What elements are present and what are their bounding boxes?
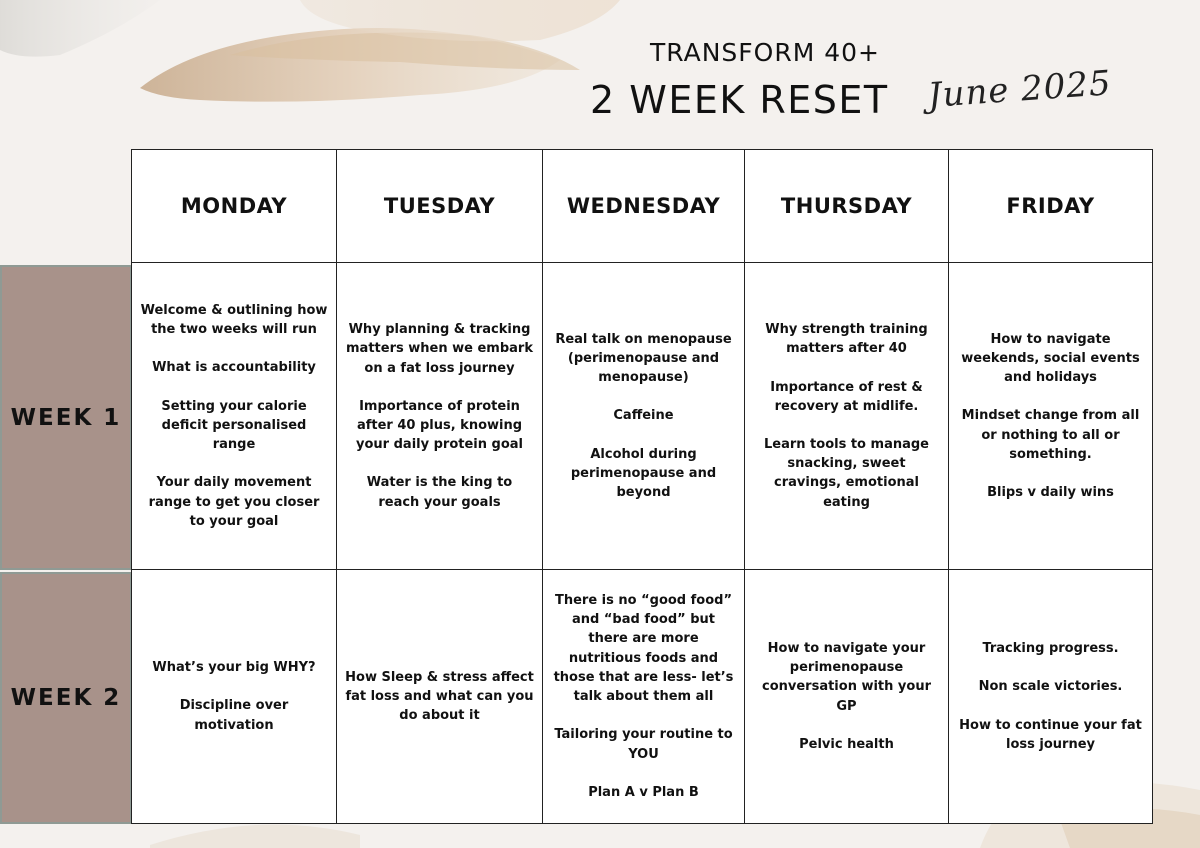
topic: Your daily movement range to get you closer to your goal	[148, 475, 320, 529]
week-1-thursday-cell	[745, 263, 949, 570]
topic: Mindset change from all or nothing to all or something.	[961, 408, 1140, 462]
topic: Importance of protein after 40 plus, knowing your daily protein goal	[356, 398, 523, 453]
topic: Pelvic health	[799, 736, 894, 752]
topic: There is no “good food” and “bad food” but there are more nutritious foods and those that are less- let’s talk about them all	[553, 593, 734, 705]
day-header-row	[132, 150, 1153, 263]
topic: Welcome & outlining how the two weeks will run	[140, 303, 328, 338]
topic: Alcohol during perimenopause and beyond	[570, 446, 717, 500]
topic: Setting your calorie deficit personalised range	[161, 398, 307, 453]
week-2-band	[0, 572, 132, 824]
week-1-band	[0, 265, 132, 570]
week-1-tuesday-cell	[337, 263, 543, 570]
topic: Non scale victories.	[978, 679, 1123, 695]
topic: Tracking progress.	[982, 641, 1119, 657]
day-header-tuesday: TUESDAY	[337, 150, 543, 263]
topic: Why planning & tracking matters when we embark on a fat loss journey	[346, 322, 533, 376]
topic: Discipline over motivation	[179, 698, 289, 733]
day-header-wednesday: WEDNESDAY	[543, 150, 745, 263]
topic: How Sleep & stress affect fat loss and what can you do about it	[345, 669, 534, 724]
topic: Water is the king to reach your goals	[366, 475, 513, 510]
week-2-monday-cell	[132, 570, 337, 824]
topic: Learn tools to manage snacking, sweet cravings, emotional eating	[763, 437, 929, 510]
topic: Importance of rest & recovery at midlife.	[770, 379, 923, 414]
week-2-label: WEEK 2	[10, 685, 122, 711]
topic: What’s your big WHY?	[152, 660, 316, 676]
day-header-monday: MONDAY	[132, 150, 337, 263]
topic: Tailoring your routine to YOU	[554, 727, 733, 762]
date-script: June 2025	[926, 63, 1113, 116]
week-1-row	[132, 263, 1153, 570]
topic: Plan A v Plan B	[588, 784, 699, 800]
week-1-friday-cell	[949, 263, 1153, 570]
day-header-friday: FRIDAY	[949, 150, 1153, 263]
topic: What is accountability	[152, 360, 316, 376]
week-1-wednesday-cell	[543, 263, 745, 570]
topic: Caffeine	[613, 408, 674, 424]
topic: How to navigate weekends, social events and holidays	[961, 331, 1140, 386]
week-2-tuesday-cell	[337, 570, 543, 824]
schedule-table	[131, 149, 1153, 824]
week-2-wednesday-cell	[543, 570, 745, 824]
week-2-friday-cell	[949, 570, 1153, 824]
topic: Real talk on menopause (perimenopause and menopause)	[555, 331, 732, 386]
week-1-label: WEEK 1	[10, 404, 122, 431]
page-title: 2 WEEK RESET	[590, 78, 889, 122]
topic: Why strength training matters after 40	[765, 322, 928, 357]
topic: How to navigate your perimenopause conversation with your GP	[761, 640, 932, 714]
day-header-thursday: THURSDAY	[745, 150, 949, 263]
week-2-row	[132, 570, 1153, 824]
week-1-monday-cell	[132, 263, 337, 570]
topic: Blips v daily wins	[987, 485, 1114, 500]
brand-title: TRANSFORM 40+	[650, 38, 881, 67]
topic: How to continue your fat loss journey	[959, 717, 1142, 752]
week-2-thursday-cell	[745, 570, 949, 824]
